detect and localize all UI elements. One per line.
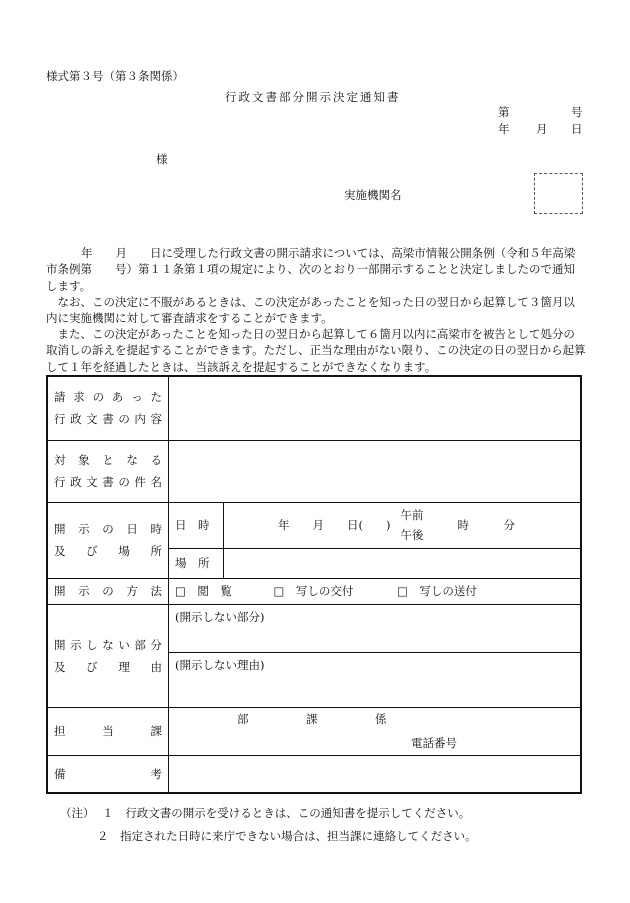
method-inspection-checkbox[interactable]: □ 閲 覧 [175, 584, 232, 598]
form-number: 様式第３号（第３条関係） [46, 69, 184, 83]
agency-label: 実施機関名 [344, 188, 402, 202]
phone-label: 電話番号 [411, 736, 457, 750]
method-copy-mailing-checkbox[interactable]: □ 写しの送付 [397, 584, 477, 598]
date-month: 月 [536, 122, 548, 136]
remarks-field[interactable] [169, 755, 582, 793]
note-2-text: 指定された日時に来庁できない場合は、担当課に連絡してください。 [120, 829, 477, 843]
disclosure-datetime-place-label [47, 502, 169, 578]
datetime-time: 時 分 [457, 518, 515, 532]
datetime-date: 年 月 日( ) [278, 518, 391, 532]
note-2-number: ２ [97, 829, 109, 843]
date-day: 日 [571, 122, 583, 136]
document-title: 行政文書部分開示決定通知書 [225, 90, 401, 104]
request-content-label-line1: 請 求 の あ っ た [54, 390, 162, 405]
target-document-label-line1: 対 象 と な る [54, 453, 162, 467]
seal-box [534, 173, 583, 214]
disclosure-method-field [169, 578, 582, 604]
place-sublabel: 場 所 [169, 548, 224, 578]
undisclosed-part-caption: (開示しない部分) [175, 609, 265, 624]
date-year: 年 [498, 122, 510, 136]
undisclosed-label-line2: 及 び 理 由 [54, 659, 162, 674]
note-1-number: １ [102, 806, 114, 820]
remarks-label-text: 備 考 [54, 766, 162, 781]
datetime-field[interactable] [224, 502, 582, 548]
addressee-suffix: 様 [156, 152, 168, 166]
undisclosed-label [47, 604, 169, 707]
am-label: 午前 [400, 508, 424, 522]
am-pm-selector[interactable] [400, 505, 423, 545]
target-document-label-line2: 行 政 文 書 の 件 名 [54, 475, 162, 489]
target-document-label [47, 440, 169, 502]
remarks-label [47, 755, 169, 793]
doc-number-suffix: 号 [571, 105, 583, 119]
note-1 [60, 805, 470, 821]
decision-table [46, 375, 582, 794]
request-content-label-line2: 行 政 文 書 の 内 容 [54, 412, 162, 427]
note-prefix: （注） [60, 806, 95, 820]
undisclosed-label-line1: 開 示 し な い 部 分 [54, 637, 162, 652]
disclosure-method-label-text: 開 示 の 方 法 [54, 584, 162, 598]
undisclosed-reason-caption: (開示しない理由) [175, 657, 265, 672]
datetime-sublabel: 日 時 [169, 502, 224, 548]
body-paragraph-2: なお、この決定に不服があるときは、この決定があったことを知った日の翌日から起算して３箇月以内に実施機関に対して審査請求をすることができます。 [46, 295, 575, 326]
disclosure-datetime-label-line2: 及 び 場 所 [54, 544, 162, 558]
note-1-text: 行政文書の開示を受けるときは、この通知書を提示してください。 [125, 806, 471, 820]
note-2 [97, 828, 477, 844]
department-line: 部 課 係 [237, 712, 387, 726]
disclosure-datetime-label-line1: 開 示 の 日 時 [54, 522, 162, 536]
pm-label: 午後 [400, 528, 424, 542]
target-document-field[interactable] [169, 440, 582, 502]
body-paragraph-3: また、この決定があったことを知った日の翌日から起算して６箇月以内に高梁市を被告として処分の取消しの訴えを提起することができます。ただし、正当な理由がない限り、この決定の日の翌日から起算して１年を経過したときは、当該訴えを提起することができなくなります。 [46, 327, 586, 374]
request-content-field[interactable] [169, 376, 582, 440]
undisclosed-part-field[interactable] [169, 604, 582, 652]
department-field[interactable] [169, 707, 582, 755]
doc-number-prefix: 第 [498, 105, 510, 119]
department-label-text: 担 当 課 [54, 724, 162, 738]
request-content-label [47, 376, 169, 440]
department-label [47, 707, 169, 755]
undisclosed-reason-field[interactable] [169, 652, 582, 707]
body-paragraph-1: 年 月 日に受理した行政文書の開示請求については、高梁市情報公開条例（令和５年高梁市条例第 号）第１１条第１項の規定により、次のとおり一部開示することと決定しましたので通知します。 [46, 246, 576, 293]
method-copy-delivery-checkbox[interactable]: □ 写しの交付 [273, 584, 354, 598]
place-field[interactable] [224, 548, 582, 578]
disclosure-method-label [47, 578, 169, 604]
